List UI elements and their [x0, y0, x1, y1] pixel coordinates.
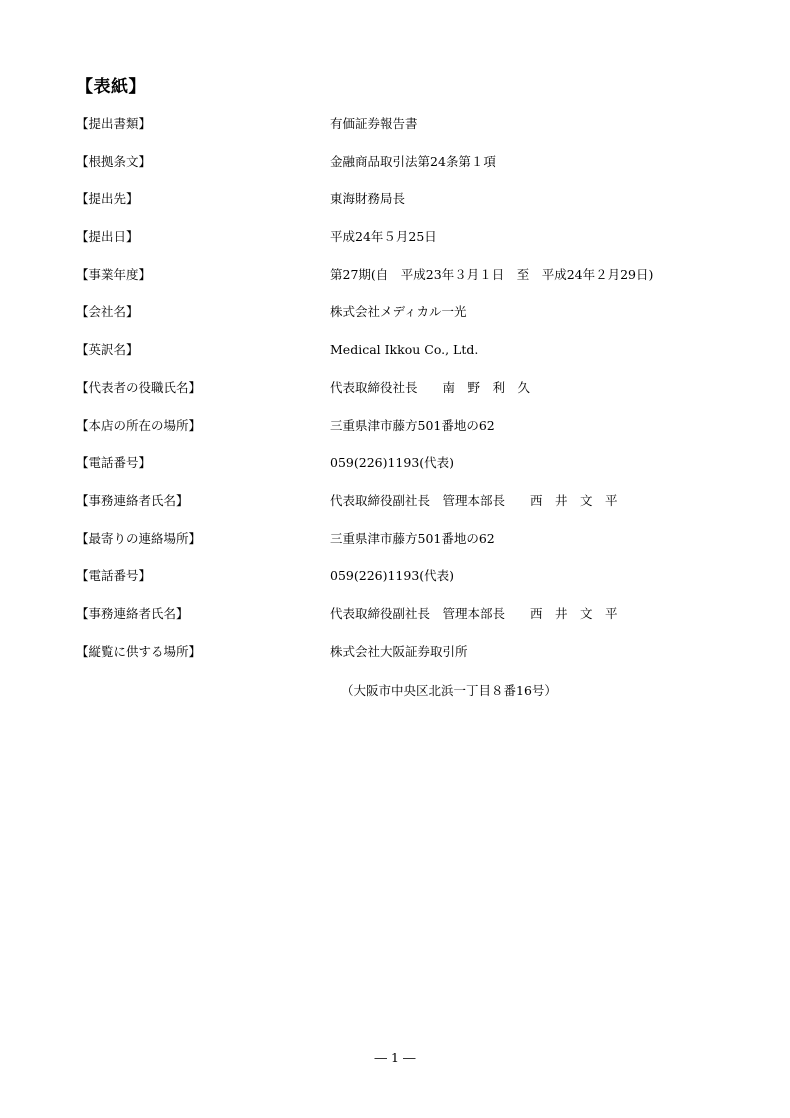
field-row-document-type: [76, 116, 716, 154]
field-row-phone: [76, 455, 716, 493]
field-value: 代表取締役社長 南 野 利 久: [330, 379, 531, 395]
field-label: 【代表者の役職氏名】: [76, 379, 202, 395]
field-row-contact-person-2: [76, 606, 716, 644]
field-value: 代表取締役副社長 管理本部長 西 井 文 平: [330, 492, 618, 508]
page-title: 【表紙】: [76, 77, 146, 97]
field-value: 金融商品取引法第24条第１項: [330, 153, 496, 169]
field-value: 三重県津市藤方501番地の62: [330, 417, 495, 433]
field-row-fiscal-year: [76, 267, 716, 305]
field-label: 【提出日】: [76, 229, 139, 245]
field-row-english-name: [76, 342, 716, 380]
field-row-nearest-contact-place: [76, 531, 716, 569]
field-label: 【根拠条文】: [76, 153, 152, 169]
field-label: 【最寄りの連絡場所】: [76, 530, 202, 546]
field-row-submitted-to: [76, 191, 716, 229]
field-row-representative: [76, 380, 716, 418]
field-value: 株式会社大阪証券取引所: [330, 643, 468, 659]
field-value: 平成24年５月25日: [330, 229, 437, 245]
field-row-company-name: [76, 304, 716, 342]
field-label: 【電話番号】: [76, 455, 152, 471]
field-label: 【本店の所在の場所】: [76, 417, 202, 433]
field-row-phone-2: [76, 568, 716, 606]
field-value: 代表取締役副社長 管理本部長 西 井 文 平: [330, 605, 618, 621]
field-value: 第27期(自 平成23年３月１日 至 平成24年２月29日): [330, 266, 654, 282]
field-value: Medical Ikkou Co., Ltd.: [330, 342, 479, 358]
field-value: 059(226)1193(代表): [330, 455, 455, 471]
field-value: 株式会社メディカル一光: [330, 304, 467, 320]
field-label: 【英訳名】: [76, 342, 139, 358]
inspection-address: （大阪市中央区北浜一丁目８番16号）: [341, 683, 557, 698]
field-label: 【縦覧に供する場所】: [76, 643, 202, 659]
field-label: 【事務連絡者氏名】: [76, 605, 189, 621]
field-label: 【事務連絡者氏名】: [76, 492, 189, 508]
page-number: ― 1 ―: [374, 1050, 416, 1065]
field-label: 【事業年度】: [76, 266, 152, 282]
field-row-legal-basis: [76, 154, 716, 192]
field-row-inspection-place: [76, 644, 716, 682]
field-value: 三重県津市藤方501番地の62: [330, 530, 495, 546]
field-label: 【電話番号】: [76, 568, 152, 584]
field-value: 有価証券報告書: [330, 116, 418, 131]
field-value: 東海財務局長: [330, 191, 406, 207]
field-row-submission-date: [76, 229, 716, 267]
cover-fields: [76, 116, 716, 681]
field-value: 059(226)1193(代表): [330, 568, 455, 584]
field-label: 【提出先】: [76, 191, 139, 207]
field-row-contact-person: [76, 493, 716, 531]
field-label: 【会社名】: [76, 304, 139, 320]
field-row-head-office: [76, 418, 716, 456]
field-label: 【提出書類】: [76, 116, 152, 131]
